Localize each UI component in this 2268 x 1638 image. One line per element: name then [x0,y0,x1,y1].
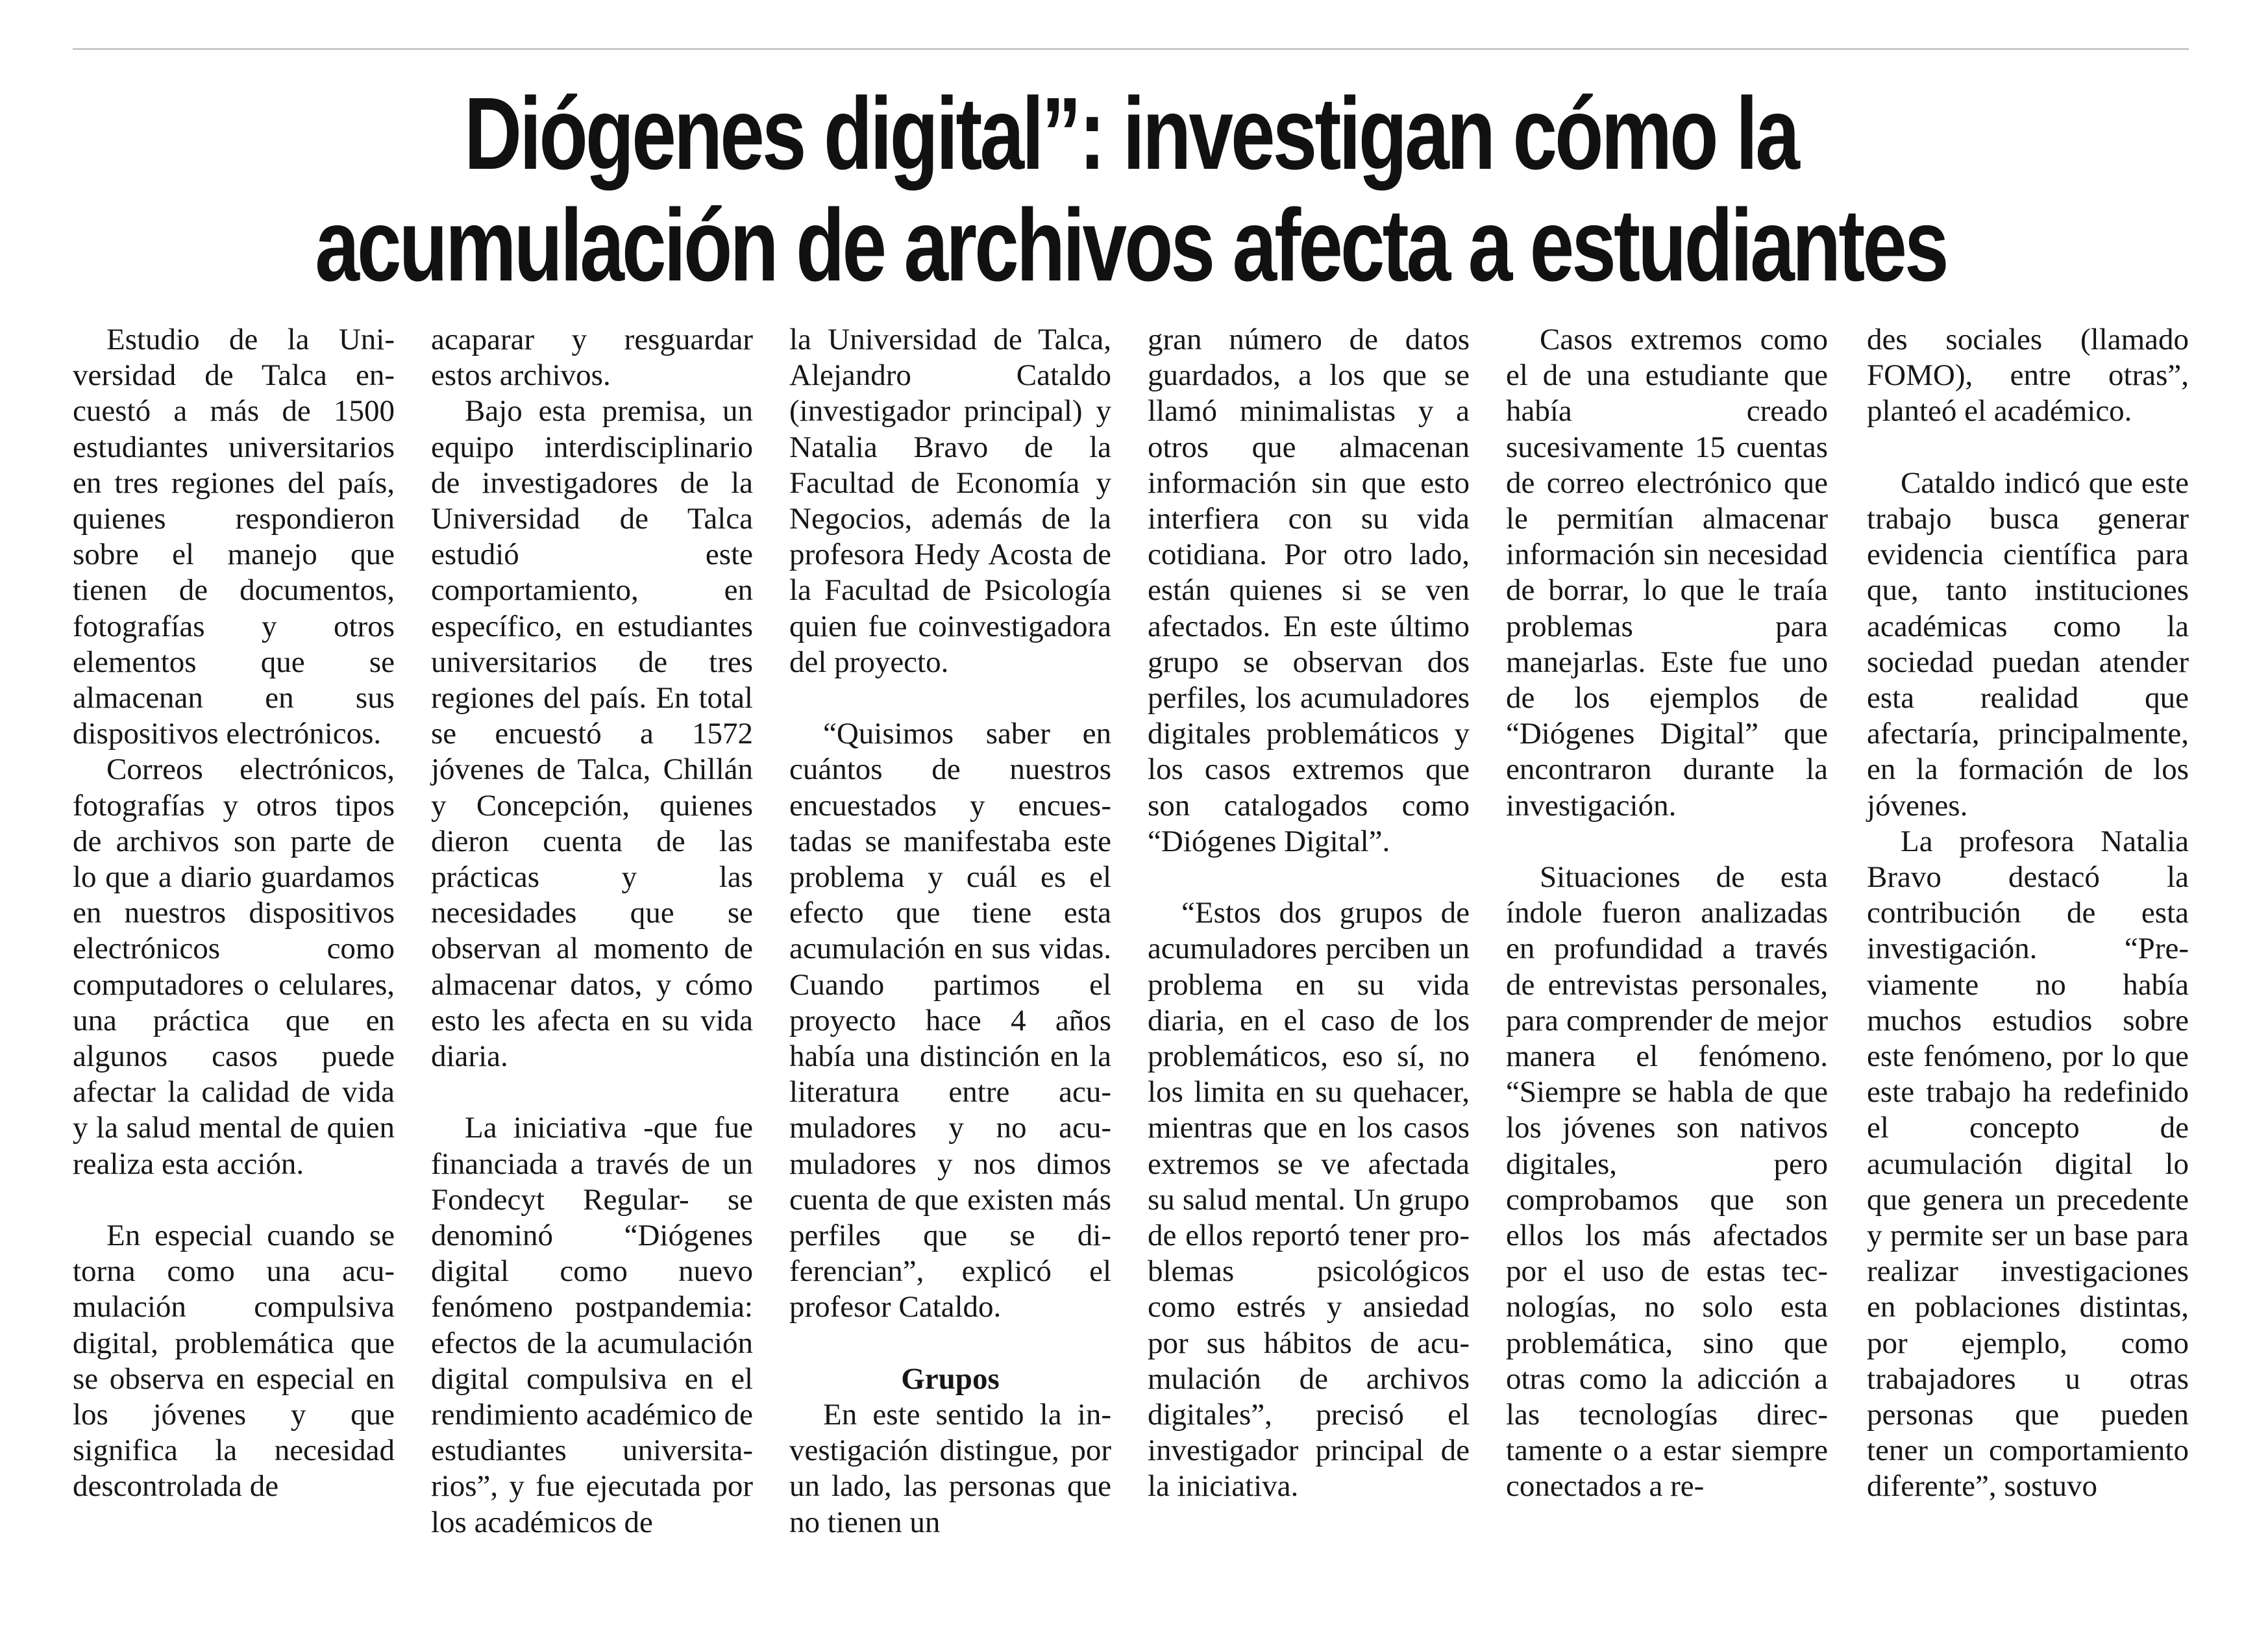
column-1 [73,322,395,1505]
column-4 [1148,322,1470,1505]
column-2 [431,322,753,1541]
top-rule [73,48,2189,50]
paragraph: Estudio de la Universidad de Talca encuestó a más de 1500 estudiantes universitarios en tres regiones del país, quienes respondieron sobre el manejo que tienen de documentos, fotografías y otros elementos que se almacenan en sus dispositivos electrónicos. [73,323,395,751]
paragraph: Correos electrónicos, fotografías y otros tipos de archivos son parte de lo que a diario guardamos en nuestros dispositivos electrónicos como computadores o celulares, una práctica que en algunos casos puede afectar la calidad de vida y la salud mental de quien realiza esta acción. [73,752,395,1181]
paragraph: La iniciativa -que fue financiada a través de un Fondecyt Regular- se denominó “Diógenes digital como nuevo fenómeno postpandemia: efectos de la acumulación digital compulsiva en el rendimiento académico de estudiantes universitarios”, y fue ejecutada por los académicos de [431,1111,753,1539]
paragraph: gran número de datos guardados, a los que se llamó minimalistas y a otros que almacenan información sin que esto interfiera con su vida cotidiana. Por otro lado, están quienes si se ven afectados. En este último grupo se observan dos perfiles, los acumuladores digitales problemáticos y los casos extremos que son catalogados como “Diógenes Digital”. [1148,323,1470,858]
paragraph: Situaciones de esta índole fueron analizadas en profundidad a través de entrevistas personales, para comprender de mejor manera el fenómeno. “Siempre se habla de que los jóvenes son nativos digitales, pero comprobamos que son ellos los más afectados por el uso de estas tecnologías, no solo esta problemática, sino que otras como la adicción a las tecnologías directamente o a estar siempre conectados a re- [1506,860,1828,1504]
paragraph: Cataldo indicó que este trabajo busca generar evidencia científica para que, tanto instituciones académicas como la sociedad puedan atender esta realidad que afectaría, principalmente, en la formación de los jóvenes. [1867,465,2189,823]
paragraph: des sociales (llamado FOMO), entre otras”, planteó el académico. [1867,323,2189,428]
paragraph: La profesora Natalia Bravo destacó la contribución de esta investigación. “Previamente no había muchos estudios sobre este fenómeno, por lo que este trabajo ha redefinido el concepto de acumulación digital lo que genera un precedente y permite ser un base para realizar investigaciones en poblaciones distintas, por ejemplo, como trabajadores u otras personas que pueden tener un comportamiento diferente”, sostuvo [1867,824,2189,1504]
article-body [73,322,2189,1601]
paragraph: En este sentido la investigación distingue, por un lado, las personas que no tienen un [789,1398,1111,1539]
paragraph: Bajo esta premisa, un equipo interdisciplinario de investigadores de la Universidad de Talca estudió este comportamiento, en específico, en estudiantes universitarios de tres regiones del país. En total se encuestó a 1572 jóvenes de Talca, Chillán y Concepción, quienes dieron cuenta de las prácticas y las necesidades que se observan al momento de almacenar datos, y cómo esto les afecta en su vida diaria. [431,394,753,1074]
headline [306,78,1956,301]
paragraph: “Estos dos grupos de acumuladores perciben un problema en su vida diaria, en el caso de los problemáticos, eso sí, no los limita en su quehacer, mientras que en los casos extremos se ve afectada su salud mental. Un grupo de ellos reportó tener problemas psicológicos como estrés y ansiedad por sus hábitos de acumulación de archivos digitales”, precisó el investigador principal de la iniciativa. [1148,896,1470,1504]
column-5 [1506,322,1828,1505]
headline-line-2: acumulación de archivos afecta a estudiantes [315,188,1947,303]
subheading: Grupos [901,1361,1000,1396]
column-3 [789,322,1111,1541]
paragraph: Casos extremos como el de una estudiante que había creado sucesivamente 15 cuentas de correo electrónico que le permitían almacenar información sin necesidad de borrar, lo que le traía problemas para manejarlas. Este fue uno de los ejemplos de “Diógenes Digital” que encontraron durante la investigación. [1506,323,1828,823]
paragraph: “Quisimos saber en cuántos de nuestros encuestados y encuestadas se manifestaba este problema y cuál es el efecto que tiene esta acumulación en sus vidas. Cuando partimos el proyecto hace 4 años había una distinción en la literatura entre acumuladores y no acumuladores y nos dimos cuenta de que existen más perfiles que se diferencian”, explicó el profesor Cataldo. [789,717,1111,1324]
column-6 [1867,322,2189,1505]
paragraph: En especial cuando se torna como una acumulación compulsiva digital, problemática que se observa en especial en los jóvenes y que significa la necesidad descontrolada de [73,1219,395,1504]
paragraph: acaparar y resguardar estos archivos. [431,323,753,393]
paragraph: la Universidad de Talca, Alejandro Cataldo (investigador principal) y Natalia Bravo de la Facultad de Economía y Negocios, además de la profesora Hedy Acosta de la Facultad de Psicología quien fue coinvestigadora del proyecto. [789,323,1111,679]
headline-line-1: Diógenes digital”: investigan cómo la [464,77,1797,191]
